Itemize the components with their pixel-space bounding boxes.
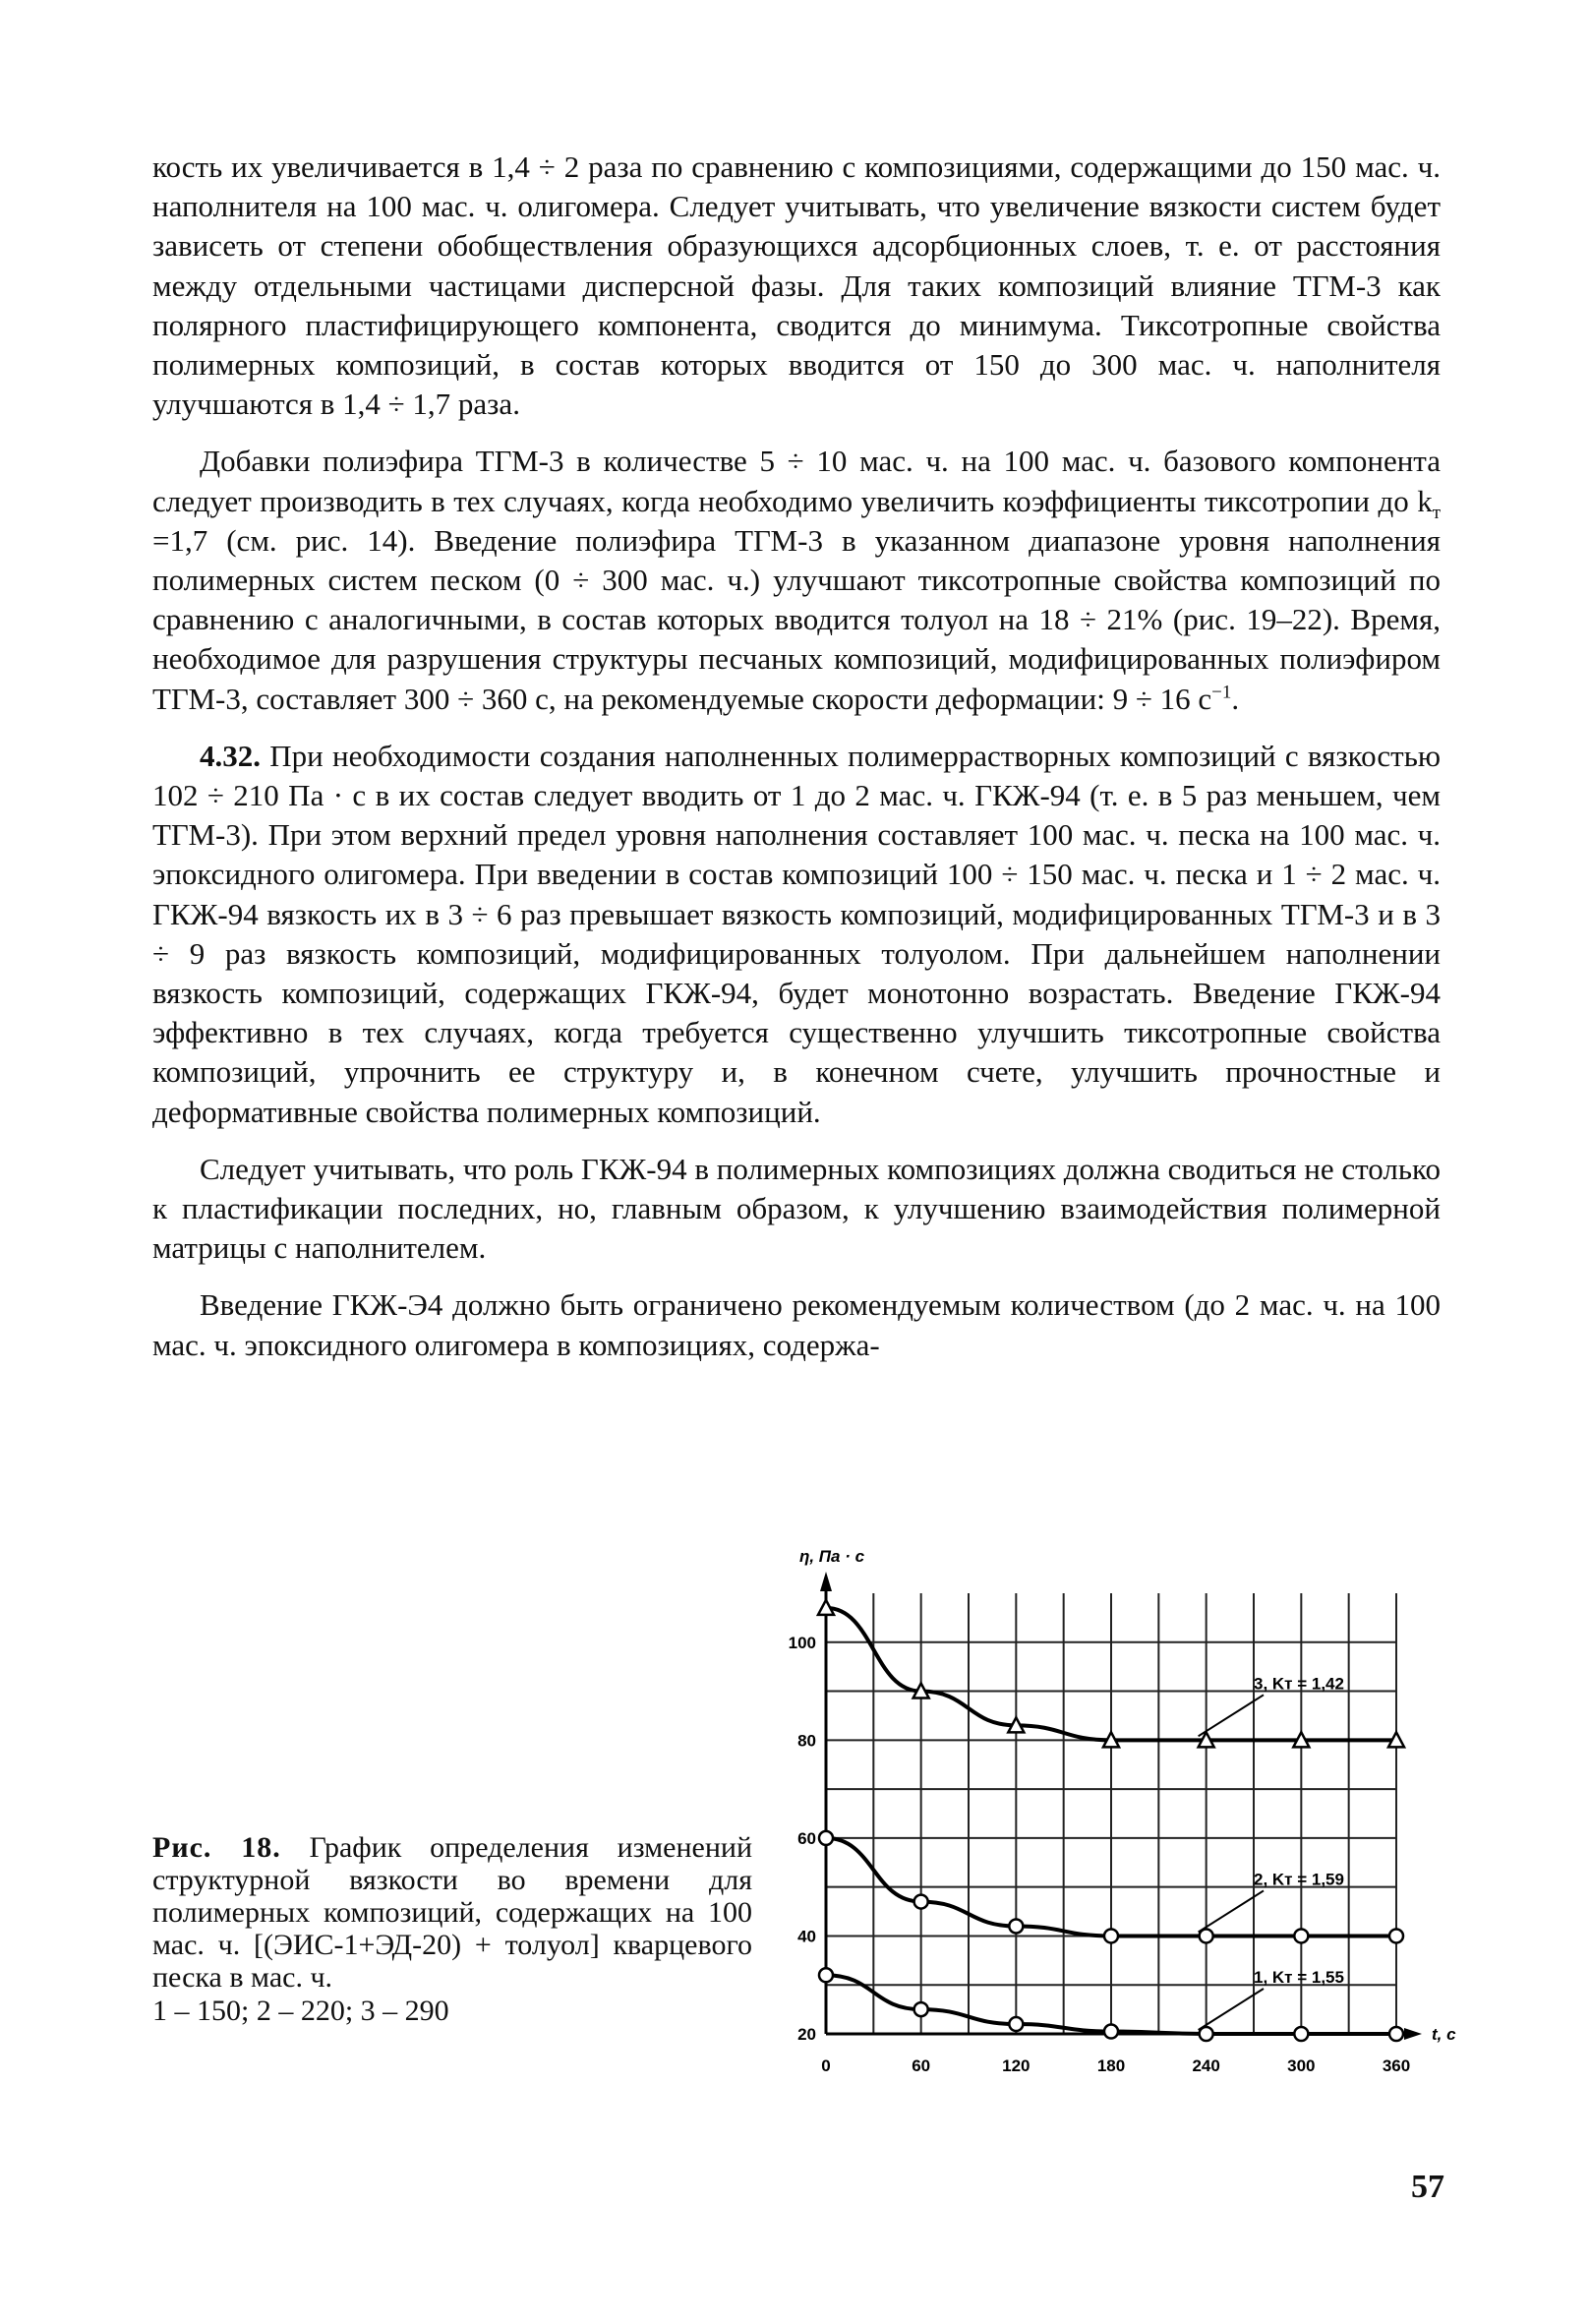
data-point-marker [1294, 2027, 1308, 2041]
rate-superscript: −1 [1211, 682, 1232, 703]
paragraph-4-text: При необходимости создания наполненных полимеррастворных композиций с вязкостью 102 ÷ 210 Па · с в их состав следует вводить от 1 до 2 мас. ч. ГКЖ-94 (т. е. в 5 раз меньшем, чем ТГМ-3). При этом верхний предел уровня наполнения составляет 100 мас. ч. песка на 100 мас. ч. эпоксидного олигомера. При введении в состав композиций 100 ÷ 150 мас. ч. песка и 1 ÷ 2 мас. ч. ГКЖ-94 вязкость их в 3 ÷ 6 раз превышает вязкость композиций, модифицированных ТГМ-3 и в 3 ÷ 9 раз вязкость композиций, модифицированных толуолом. При дальнейшем наполнении вязкость композиций, содержащих ГКЖ-94, будет монотонно возрастать. Введение ГКЖ-94 эффективно в тех случаях, когда требуется существенно улучшить тиксотропные свойства композиций, упрочнить ее структуру и, в конечном счете, улучшить прочностные и деформативные свойства полимерных композиций. [152, 738, 1442, 1129]
chart-labels [789, 1547, 1456, 2075]
data-point-marker [819, 1831, 833, 1845]
data-point-marker [1009, 1919, 1023, 1933]
data-point-marker [819, 1968, 833, 1982]
rate-value: 9 ÷ 16 с [1112, 681, 1212, 716]
series-label-2: 2, Kт = 1,59 [1254, 1870, 1344, 1889]
x-tick-label: 120 [1002, 2056, 1031, 2075]
y-tick-label: 80 [797, 1731, 816, 1751]
data-point-marker [1389, 1929, 1403, 1942]
page-number: 57 [1411, 2169, 1444, 2205]
x-tick-label: 0 [821, 2056, 831, 2075]
data-point-marker [914, 2002, 928, 2016]
x-tick-label: 360 [1382, 2056, 1411, 2075]
paragraph-4 [152, 737, 1441, 1132]
y-tick-label: 100 [788, 1633, 816, 1652]
kt-value: =1,7 (см. рис. 14). Введение полиэфира ТГМ-3 [152, 522, 823, 558]
series-label-3: 3, Kт = 1,42 [1254, 1674, 1344, 1694]
data-point-marker [1009, 2017, 1023, 2031]
data-point-marker [1294, 1929, 1308, 1942]
data-point-marker [1104, 2025, 1118, 2039]
data-point-marker [914, 1895, 928, 1909]
kt-symbol: k [1417, 483, 1433, 518]
data-point-marker [1389, 2027, 1403, 2041]
section-number: 4.32. [200, 738, 261, 773]
paragraph-2-text: Добавки полиэфира ТГМ-3 в количестве 5 ÷ 10 мас. ч. на 100 мас. ч. базового компонента следует производить в тех случаях, когда необходимо увеличить коэффициенты тиксотропии до [152, 444, 1441, 518]
x-tick-label: 60 [912, 2056, 931, 2075]
y-axis-label: η, Па · с [798, 1547, 865, 1566]
paragraph-2 [152, 442, 1441, 718]
x-axis-label: t, с [1432, 2025, 1456, 2044]
y-axis-arrow-icon [820, 1572, 832, 1591]
data-point-marker [1104, 1929, 1118, 1942]
x-tick-label: 240 [1192, 2056, 1220, 2075]
y-tick-label: 20 [797, 2025, 816, 2044]
body-text [152, 148, 1441, 1365]
paragraph-5: Следует учитывать, что роль ГКЖ-94 в полимерных композициях должна сводиться не столько к пластификации последних, но, главным образом, к улучшению взаимодействия полимерной матрицы с наполнителем. [152, 1151, 1441, 1266]
kt-subscript: т [1432, 502, 1441, 523]
y-tick-label: 60 [797, 1828, 816, 1848]
rate-end: . [1231, 681, 1240, 716]
paragraph-1: кость их увеличивается в 1,4 ÷ 2 раза по сравнению с композициями, содержащими до 150 мас. ч. наполнителя на 100 мас. ч. олигомера. Следует учитывать, что увеличение вязкости систем будет зависеть от степени обобществления образующихся адсорбционных слоев, т. е. от расстояния между отдельными частицами дисперсной фазы. Для таких композиций влияние ТГМ-3 как полярного пластифицирующего компонента, сводится до минимума. Тиксотропные свойства полимерных композиций, в состав которых вводится от 150 до 300 мас. ч. наполнителя улучшаются в 1,4 ÷ 1,7 раза. [152, 149, 1441, 422]
figure-label: Рис. 18. [152, 1831, 281, 1864]
viscosity-chart [767, 1547, 1475, 2105]
x-axis-arrow-icon [1404, 2028, 1422, 2040]
paragraph-6: Введение ГКЖ-Э4 должно быть ограничено рекомендуемым количеством (до 2 мас. ч. на 100 мас. ч. эпоксидного олигомера в композициях, содержа- [152, 1287, 1441, 1362]
x-tick-label: 300 [1287, 2056, 1316, 2075]
series-label-1: 1, Kт = 1,55 [1254, 1968, 1344, 1987]
y-tick-label: 40 [797, 1927, 816, 1946]
figure-caption [152, 1831, 752, 1994]
figure-caption-text: График определения изменений структурной вязкости во времени для полимерных композиций, содержащих на 100 мас. ч. [(ЭИС-1+ЭД-20) + толуол] кварцевого песка в мас. ч. [152, 1831, 752, 1994]
paragraph-3-text: в указанном диапазоне уровня наполнения полимерных систем песком (0 ÷ 300 мас. ч.) улучшают тиксотропные свойства композиций по сравнению с аналогичными, в состав которых вводится толуол на 18 ÷ 21% (рис. 19–22). Время, необходимое для разрушения структуры песчаных композиций, модифицированных полиэфиром ТГМ-3, составляет 300 ÷ 360 с, на рекомендуемые скорости деформации: [152, 522, 1441, 716]
figure-legend-list: 1 – 150; 2 – 220; 3 – 290 [152, 1995, 449, 2027]
x-tick-label: 180 [1096, 2056, 1126, 2075]
